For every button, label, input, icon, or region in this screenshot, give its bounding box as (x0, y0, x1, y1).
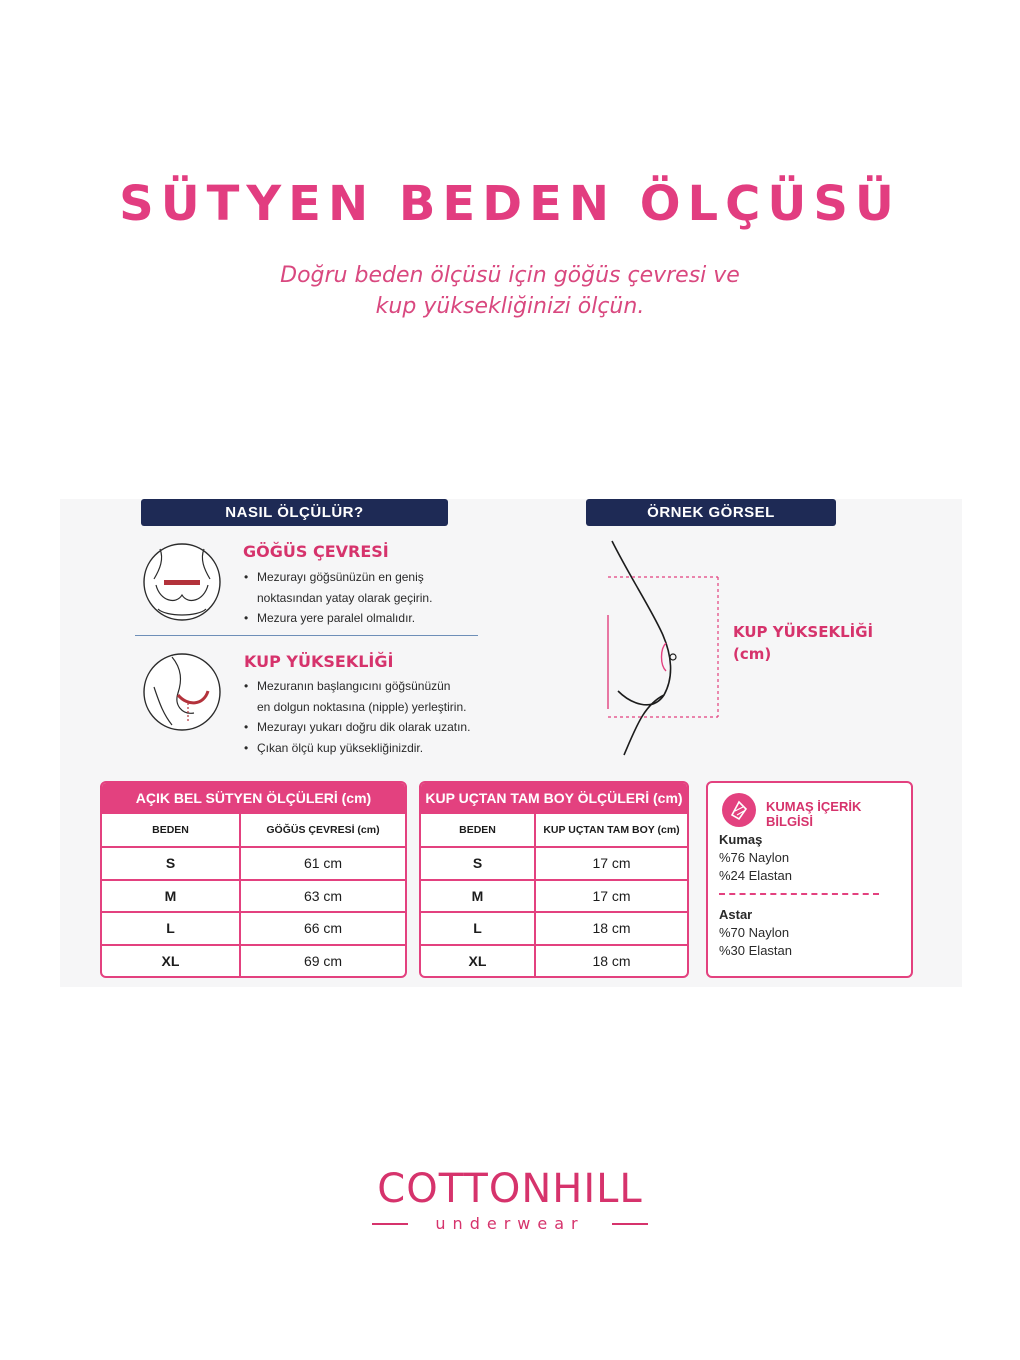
brand-line-right (612, 1223, 648, 1225)
cup-instruction: • Çıkan ölçü kup yüksekliğinizdir. (244, 738, 470, 759)
open-waist-size-table (100, 781, 407, 978)
column-header-chest: GÖĞÜS ÇEVRESİ (cm) (240, 814, 405, 847)
value-cell: 18 cm (535, 912, 687, 945)
table-row (102, 880, 405, 913)
cup-instruction-cont: en dolgun noktasına (nipple) yerleştirin. (257, 699, 467, 714)
cup-height-label-line1: KUP YÜKSEKLİĞİ (733, 623, 874, 641)
fabric-divider (719, 893, 879, 895)
value-cell: 17 cm (535, 880, 687, 913)
main-fabric-block (719, 831, 792, 885)
section-divider (135, 635, 478, 636)
cup-height-label (733, 621, 873, 665)
size-cell: XL (102, 945, 240, 978)
cup-measure-illustration (142, 649, 222, 735)
value-cell: 61 cm (240, 847, 405, 880)
size-cell: S (102, 847, 240, 880)
main-fabric-line: %24 Elastan (719, 868, 792, 883)
cup-title: KUP YÜKSEKLİĞİ (244, 652, 394, 671)
size-cell: M (102, 880, 240, 913)
column-header-cup-length: KUP UÇTAN TAM BOY (cm) (535, 814, 687, 847)
chest-instruction: • Mezura yere paralel olmalıdır. (244, 608, 432, 629)
cup-length-table-title: KUP UÇTAN TAM BOY ÖLÇÜLERİ (cm) (421, 783, 687, 814)
subtitle-line-2: kup yüksekliğinizi ölçün. (375, 294, 645, 319)
value-cell: 66 cm (240, 912, 405, 945)
table-row (102, 945, 405, 978)
table-row (421, 912, 687, 945)
lining-heading: Astar (719, 907, 753, 922)
example-visual-bar: ÖRNEK GÖRSEL (586, 499, 836, 526)
page-title: SÜTYEN BEDEN ÖLÇÜSÜ (119, 176, 901, 232)
brand-logo: COTTONHILL (377, 1166, 643, 1212)
cup-length-size-table (419, 781, 689, 978)
size-guide-panel (60, 499, 962, 987)
size-cell: M (421, 880, 535, 913)
cup-height-diagram (600, 537, 730, 759)
table-row (102, 912, 405, 945)
main-fabric-heading: Kumaş (719, 832, 763, 847)
fabric-info-card (706, 781, 913, 978)
size-cell: L (102, 912, 240, 945)
chest-instruction: • Mezurayı göğsünüzün en geniş (244, 567, 432, 588)
table-row (421, 847, 687, 880)
value-cell: 18 cm (592, 953, 631, 970)
column-header-size: BEDEN (421, 814, 535, 847)
chest-measure-illustration (142, 539, 222, 625)
main-fabric-line: %76 Naylon (719, 850, 790, 865)
cup-height-label-unit: (cm) (733, 645, 772, 663)
chest-instruction-cont: noktasından yatay olarak geçirin. (257, 590, 433, 605)
chest-instructions (244, 567, 432, 629)
lining-fabric-block (719, 906, 792, 960)
table-row (421, 945, 687, 978)
open-waist-table-title: AÇIK BEL SÜTYEN ÖLÇÜLERİ (cm) (102, 783, 405, 814)
brand-tagline: underwear (435, 1214, 585, 1233)
cup-instruction: • Mezurayı yukarı doğru dik olarak uzatın. (244, 717, 470, 738)
cup-instructions (244, 676, 470, 758)
chest-title: GÖĞÜS ÇEVRESİ (243, 542, 389, 561)
size-cell: L (421, 912, 535, 945)
lining-line: %30 Elastan (719, 943, 792, 958)
fabric-info-title: KUMAŞ İÇERİK BİLGİSİ (766, 799, 862, 829)
fabric-icon (722, 793, 756, 827)
value-cell: 17 cm (535, 847, 687, 880)
size-cell: XL (421, 945, 535, 978)
value-cell: 69 cm (303, 953, 343, 970)
size-cell: S (421, 847, 535, 880)
table-row (102, 847, 405, 880)
subtitle-line-1: Doğru beden ölçüsü için göğüs çevresi ve (280, 263, 740, 288)
value-cell: 63 cm (240, 880, 405, 913)
table-row (421, 880, 687, 913)
cup-instruction: • Mezuranın başlangıcını göğsünüzün (244, 676, 470, 697)
column-header-size: BEDEN (102, 814, 240, 847)
page-subtitle (0, 260, 1020, 322)
how-to-measure-bar: NASIL ÖLÇÜLÜR? (141, 499, 448, 526)
lining-line: %70 Naylon (719, 925, 790, 940)
